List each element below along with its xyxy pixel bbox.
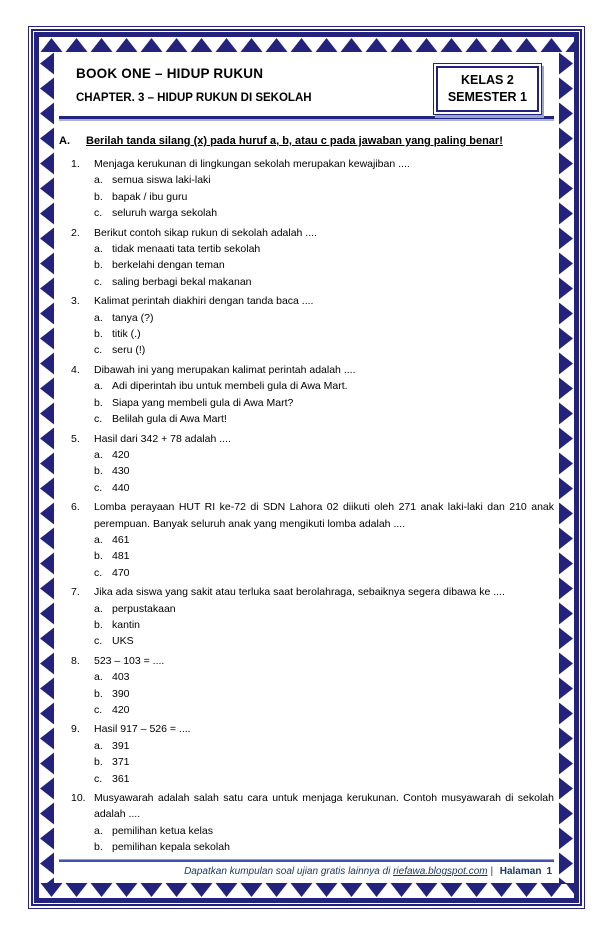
- option-text: seluruh warga sekolah: [112, 207, 218, 220]
- border-pattern-right-icon: [558, 51, 574, 884]
- option-text: tanya (?): [112, 311, 154, 324]
- option-text: 391: [112, 739, 130, 752]
- option-text: pemilihan ketua kelas: [112, 824, 213, 837]
- option-row: [94, 686, 554, 702]
- option-letter: a.: [94, 380, 103, 393]
- decorative-frame: [28, 26, 585, 909]
- class-semester-badge-inner: [436, 66, 539, 112]
- option-letter: a.: [94, 824, 103, 837]
- option-row: [94, 754, 554, 770]
- option-text: 481: [112, 550, 130, 563]
- option-letter: b.: [94, 756, 103, 769]
- option-text: 403: [112, 671, 130, 684]
- option-text: 470: [112, 566, 130, 579]
- question-text: Hasil dari 342 + 78 adalah ....: [94, 432, 231, 445]
- footer-text: [59, 862, 554, 880]
- option-row: [94, 669, 554, 685]
- footer-page-number: 1: [546, 866, 552, 877]
- option-text: berkelahi dengan teman: [112, 259, 225, 272]
- option-letter: c.: [94, 275, 103, 288]
- question-item: [71, 721, 554, 787]
- option-letter: a.: [94, 448, 103, 461]
- option-row: [94, 771, 554, 787]
- option-letter: b.: [94, 687, 103, 700]
- option-text: pemilihan kepala sekolah: [112, 841, 230, 854]
- question-options: [71, 601, 554, 650]
- question-number: 9.: [71, 723, 80, 736]
- option-text: Belilah gula di Awa Mart!: [112, 413, 227, 426]
- question-item: [71, 431, 554, 497]
- option-text: 390: [112, 687, 130, 700]
- option-text: 440: [112, 481, 130, 494]
- option-letter: c.: [94, 481, 103, 494]
- question-number: 5.: [71, 432, 80, 445]
- question-options: [71, 241, 554, 290]
- page-title: BOOK ONE – HIDUP RUKUN: [76, 66, 264, 81]
- question-options: [71, 447, 554, 496]
- footer-prefix: Dapatkan kumpulan soal ujian gratis lainnya di: [184, 866, 394, 877]
- question-text: Musyawarah adalah salah satu cara untuk menjaga kerukunan. Contoh musyawarah di sekolah adalah ....: [94, 792, 554, 821]
- option-text: 371: [112, 756, 130, 769]
- option-text: UKS: [112, 635, 134, 648]
- option-row: [94, 241, 554, 257]
- section-a-heading: [59, 134, 554, 148]
- option-letter: c.: [94, 635, 103, 648]
- option-row: [94, 548, 554, 564]
- option-row: [94, 395, 554, 411]
- page-subtitle: CHAPTER. 3 – HIDUP RUKUN DI SEKOLAH: [76, 92, 312, 104]
- option-row: [94, 411, 554, 427]
- question-text: Jika ada siswa yang sakit atau terluka saat berolahraga, sebaiknya segera dibawa ke ....: [94, 586, 505, 599]
- class-semester-badge: [433, 63, 542, 115]
- option-letter: a.: [94, 243, 103, 256]
- question-number: 1.: [71, 158, 80, 170]
- badge-class-line: KELAS 2: [461, 73, 514, 87]
- option-letter: a.: [94, 174, 103, 187]
- document-header: [59, 53, 554, 105]
- option-letter: b.: [94, 396, 103, 409]
- option-letter: c.: [94, 344, 103, 357]
- option-letter: b.: [94, 841, 103, 854]
- option-row: [94, 601, 554, 617]
- question-item: [71, 362, 554, 428]
- question-item: [71, 584, 554, 650]
- option-row: [94, 447, 554, 463]
- option-row: [94, 257, 554, 273]
- question-text: Lomba perayaan HUT RI ke-72 di SDN Lahora 02 diikuti oleh 271 anak laki-laki dan 210 anak perempuan. Banyak seluruh anak yang mengikuti lomba adalah ....: [94, 501, 554, 530]
- option-row: [94, 480, 554, 496]
- option-row: [94, 463, 554, 479]
- option-text: 461: [112, 533, 130, 546]
- option-text: titik (.): [112, 328, 141, 341]
- question-number: 7.: [71, 586, 80, 599]
- option-letter: a.: [94, 671, 103, 684]
- option-letter: b.: [94, 259, 103, 272]
- option-row: [94, 274, 554, 290]
- question-number: 3.: [71, 295, 80, 308]
- question-options: [71, 532, 554, 581]
- option-row: [94, 342, 554, 358]
- question-options: [71, 823, 554, 856]
- question-item: [71, 293, 554, 359]
- option-text: saling berbagi bekal makanan: [112, 275, 252, 288]
- option-letter: a.: [94, 602, 103, 615]
- page-content: [55, 53, 558, 882]
- question-number: 2.: [71, 226, 80, 239]
- option-text: 430: [112, 465, 130, 478]
- option-letter: b.: [94, 328, 103, 341]
- question-options: [71, 310, 554, 359]
- footer-separator: |: [487, 866, 496, 877]
- option-letter: b.: [94, 465, 103, 478]
- option-letter: c.: [94, 704, 103, 716]
- question-number: 4.: [71, 363, 80, 376]
- border-pattern-top-icon: [39, 37, 574, 53]
- option-row: [94, 617, 554, 633]
- option-letter: b.: [94, 618, 103, 631]
- question-options: [71, 378, 554, 427]
- footer-blog-link[interactable]: riefawa.blogspot.com: [393, 866, 488, 877]
- option-letter: a.: [94, 739, 103, 752]
- frame-inner-border: [34, 32, 579, 903]
- option-letter: c.: [94, 413, 103, 426]
- badge-semester-line: SEMESTER 1: [447, 90, 527, 104]
- option-row: [94, 172, 554, 188]
- option-row: [94, 633, 554, 649]
- question-text: Kalimat perintah diakhiri dengan tanda baca ....: [94, 295, 314, 308]
- option-text: seru (!): [112, 344, 146, 357]
- option-text: tidak menaati tata tertib sekolah: [112, 243, 261, 256]
- option-text: kantin: [112, 618, 141, 631]
- option-text: Siapa yang membeli gula di Awa Mart?: [112, 396, 294, 409]
- option-text: 361: [112, 772, 130, 785]
- option-row: [94, 532, 554, 548]
- question-text: Menjaga kerukunan di lingkungan sekolah merupakan kewajiban ....: [94, 158, 410, 170]
- option-letter: c.: [94, 566, 103, 579]
- question-item: [71, 790, 554, 856]
- option-row: [94, 565, 554, 581]
- section-a-instruction: Berilah tanda silang (x) pada huruf a, b, atau c pada jawaban yang paling benar!: [86, 135, 503, 147]
- option-row: [94, 823, 554, 839]
- question-item: [71, 156, 554, 222]
- question-list: [59, 156, 554, 856]
- question-item: [71, 653, 554, 719]
- question-text: Dibawah ini yang merupakan kalimat perintah adalah ....: [94, 363, 356, 376]
- border-pattern-left-icon: [39, 51, 55, 884]
- option-text: perpustakaan: [112, 602, 176, 615]
- option-letter: b.: [94, 550, 103, 563]
- option-letter: c.: [94, 207, 103, 220]
- question-options: [71, 669, 554, 718]
- option-letter: a.: [94, 533, 103, 546]
- question-item: [71, 225, 554, 291]
- question-text: Hasil 917 – 526 = ....: [94, 723, 191, 736]
- option-row: [94, 702, 554, 718]
- option-text: bapak / ibu guru: [112, 190, 188, 203]
- option-row: [94, 326, 554, 342]
- section-a-label: A.: [59, 135, 70, 147]
- question-options: [71, 738, 554, 787]
- question-item: [71, 499, 554, 581]
- question-text: 523 – 103 = ....: [94, 654, 165, 667]
- option-letter: c.: [94, 772, 103, 785]
- question-number: 8.: [71, 654, 80, 667]
- frame-middle-border: [31, 29, 582, 906]
- option-row: [94, 839, 554, 855]
- option-row: [94, 378, 554, 394]
- question-number: 10.: [71, 792, 86, 805]
- border-pattern-bottom-icon: [39, 882, 574, 898]
- header-divider: [59, 116, 554, 121]
- option-text: semua siswa laki-laki: [112, 174, 211, 187]
- option-letter: a.: [94, 311, 103, 324]
- option-row: [94, 310, 554, 326]
- option-text: 420: [112, 704, 130, 716]
- question-number: 6.: [71, 501, 80, 514]
- question-options: [71, 172, 554, 221]
- option-row: [94, 205, 554, 221]
- question-text: Berikut contoh sikap rukun di sekolah adalah ....: [94, 226, 317, 239]
- option-text: Adi diperintah ibu untuk membeli gula di Awa Mart.: [112, 380, 348, 393]
- option-row: [94, 738, 554, 754]
- option-letter: b.: [94, 190, 103, 203]
- option-row: [94, 189, 554, 205]
- option-text: 420: [112, 448, 130, 461]
- footer-page-label: Halaman: [499, 866, 542, 877]
- page-footer: [59, 859, 554, 880]
